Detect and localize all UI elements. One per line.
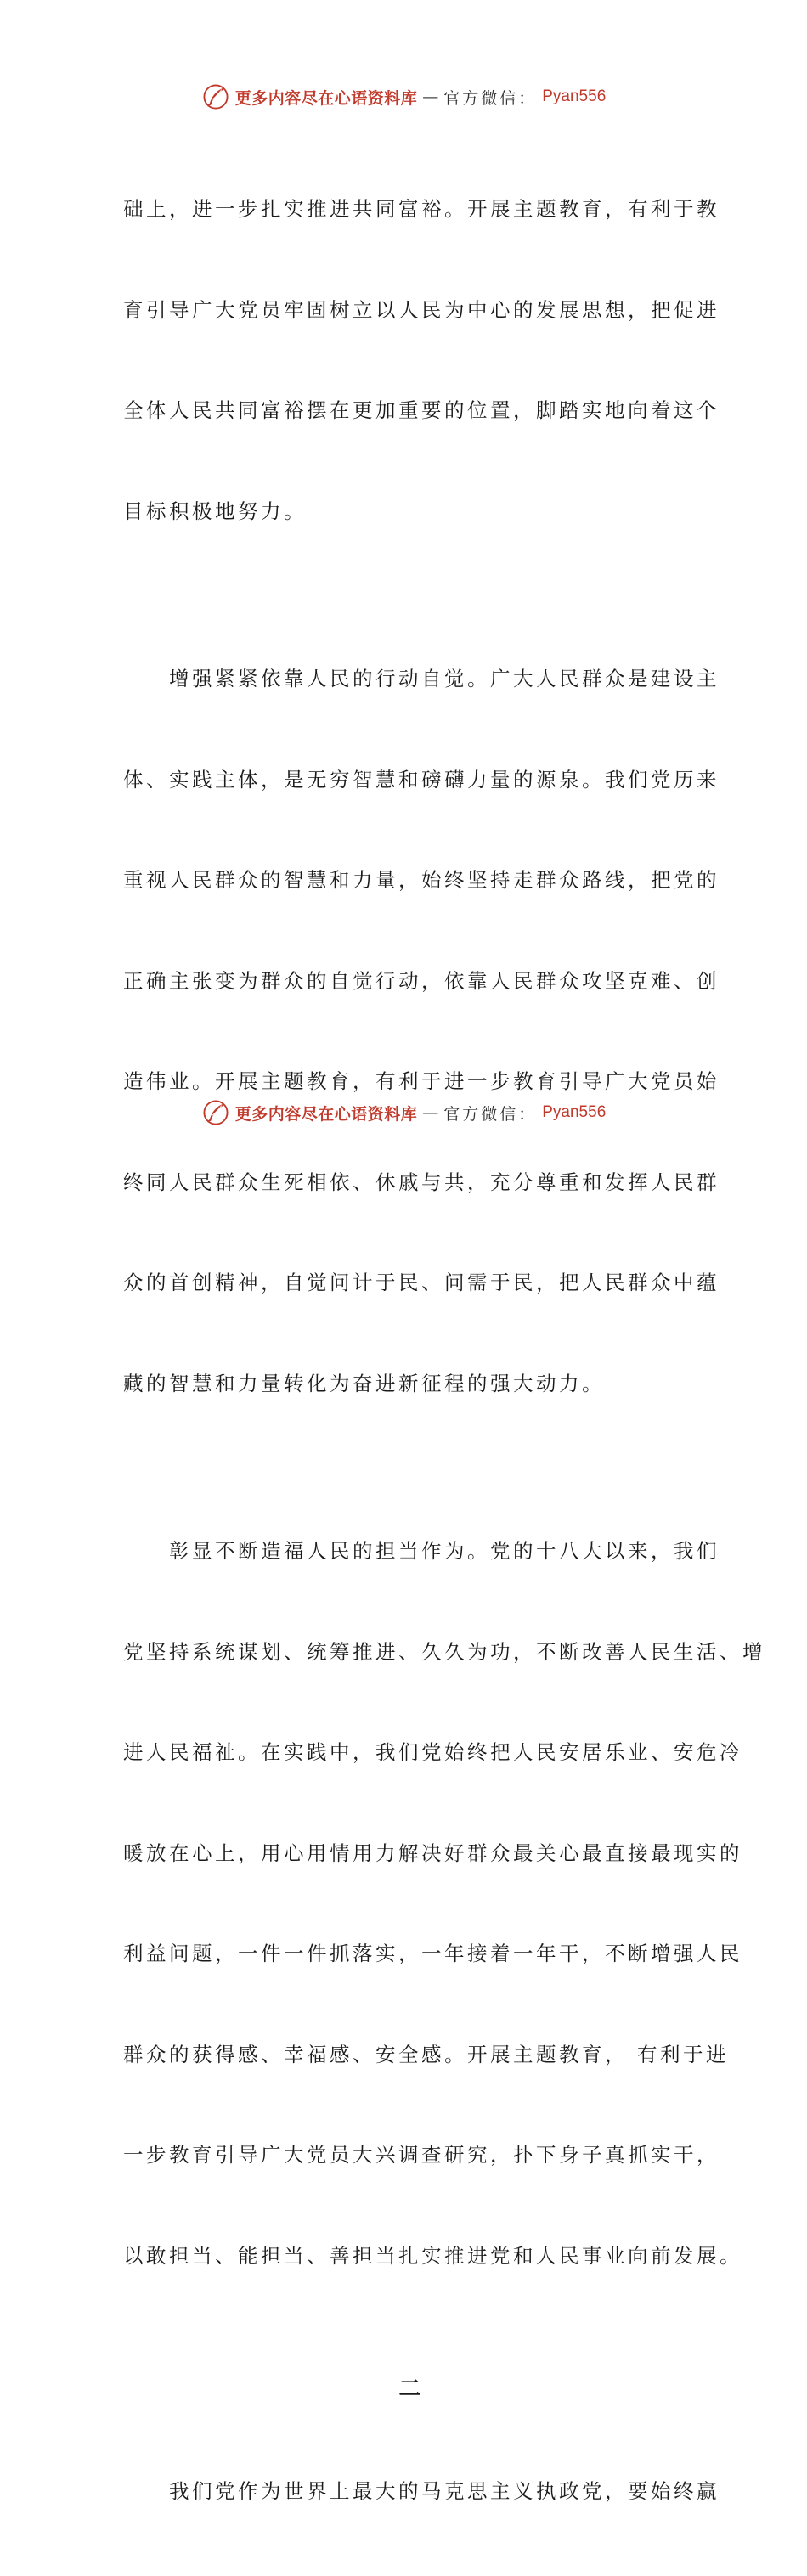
text-line: 正确主张变为群众的自觉行动，依靠人民群众攻坚克难、创 [123, 968, 720, 993]
text-line: 全体人民共同富裕摆在更加重要的位置，脚踏实地向着这个 [123, 398, 720, 422]
text-line: 利益问题，一件一件抓落实，一年接着一年干，不断增强人民 [123, 1942, 742, 1965]
footer-watermark [0, 1096, 807, 1130]
watermark-brand: 更多内容尽在心语资料库 [234, 88, 418, 108]
text-line: 以敢担当、能担当、善担当扎实推进党和人民事业向前发展。 [123, 2243, 742, 2268]
watermark-label: 官方微信： [443, 1104, 538, 1124]
text-line: 育引导广大党员牢固树立以人民为中心的发展思想，把促进 [123, 297, 720, 322]
paragraph-3 [123, 1468, 765, 2340]
text-line: 藏的智慧和力量转化为奋进新征程的强大动力。 [123, 1371, 605, 1395]
text-line: 造伟业。开展主题教育，有利于进一步教育引导广大党员始 [123, 1069, 720, 1093]
text-line: 群众的获得感、幸福感、安全感。开展主题教育， 有利于进 [123, 2042, 729, 2066]
section-number: 二 [398, 2376, 421, 2402]
text-line: 进人民福祉。在实践中，我们党始终把人民安居乐业、安危冷 [123, 1740, 742, 1764]
watermark-label: 官方微信： [443, 88, 538, 108]
paragraph-2 [123, 595, 720, 1468]
paragraph-1 [123, 126, 720, 595]
text-line: 体、实践主体，是无穷智慧和磅礴力量的源泉。我们党历来 [123, 767, 720, 792]
header-watermark [0, 80, 807, 114]
text-line: 增强紧紧依靠人民的行动自觉。广大人民群众是建设主 [123, 667, 720, 691]
document-body [123, 126, 765, 2576]
feather-pen-logo-icon [201, 82, 230, 111]
text-line: 党坚持系统谋划、统筹推进、久久为功，不断改善人民生活、增 [123, 1639, 765, 1664]
watermark-separator: — [422, 1103, 439, 1122]
feather-pen-logo-icon [201, 1098, 230, 1127]
watermark-wechat-id: Pyan556 [542, 87, 607, 105]
paragraph-4 [123, 2408, 720, 2576]
text-line: 暖放在心上，用心用情用力解决好群众最关心最直接最现实的 [123, 1840, 742, 1865]
text-line: 础上，进一步扎实推进共同富裕。开展主题教育，有利于教 [123, 197, 720, 221]
watermark-brand: 更多内容尽在心语资料库 [234, 1104, 418, 1124]
watermark-separator: — [422, 87, 439, 106]
text-line: 终同人民群众生死相依、休戚与共，充分尊重和发挥人民群 [123, 1170, 720, 1194]
text-line: 众的首创精神，自觉问计于民、问需于民，把人民群众中蕴 [123, 1271, 720, 1294]
text-line: 一步教育引导广大党员大兴调查研究，扑下身子真抓实干， [123, 2143, 720, 2167]
text-line: 彰显不断造福人民的担当作为。党的十八大以来，我们 [123, 1539, 720, 1563]
watermark-wechat-id: Pyan556 [542, 1103, 607, 1121]
text-line: 我们党作为世界上最大的马克思主义执政党，要始终赢 [123, 2479, 720, 2503]
text-line: 重视人民群众的智慧和力量，始终坚持走群众路线，把党的 [123, 868, 720, 892]
text-line: 目标积极地努力。 [123, 499, 307, 523]
